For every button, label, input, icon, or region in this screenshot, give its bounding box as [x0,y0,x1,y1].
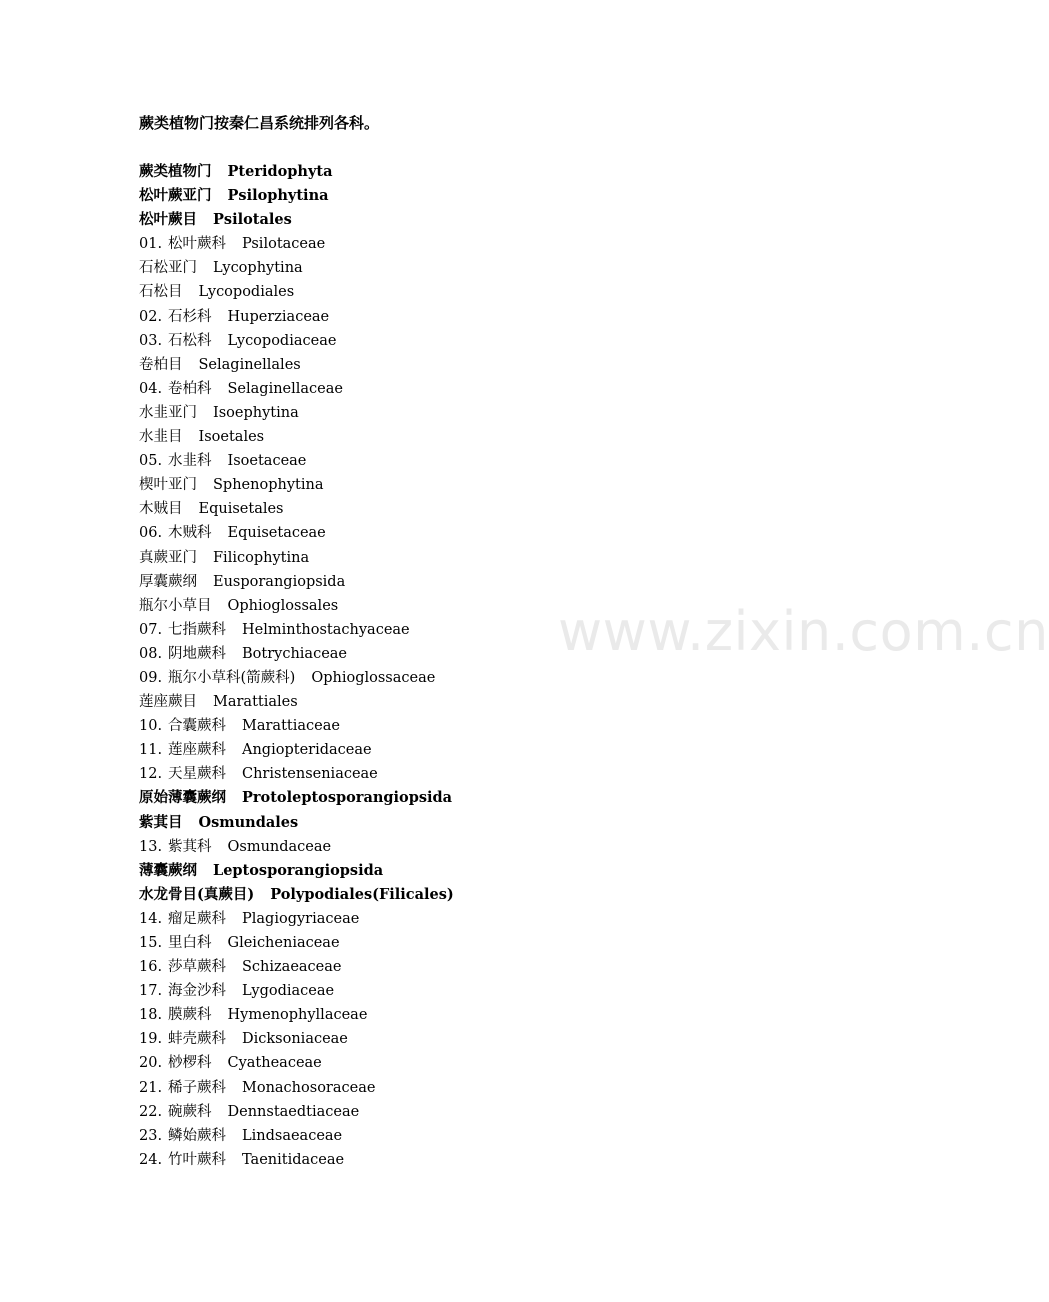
entry-number: 11. [139,742,163,759]
chinese-name: 石松科 [168,332,212,349]
chinese-name: 紫萁科 [168,838,212,855]
family-entry [139,1076,454,1100]
chinese-name: 水韭亚门 [139,404,197,421]
entry-number: 09. [139,669,163,686]
watermark: www.zixin.com.cn [558,600,1049,663]
chinese-name: 原始薄囊蕨纲 [139,789,226,807]
latin-name: Isoetaceae [227,453,307,470]
family-entry [139,1100,454,1124]
chinese-name: 瓶尔小草目 [139,597,212,614]
family-entry [139,666,454,690]
chinese-name: 卷柏目 [139,356,183,373]
chinese-name: 瓶尔小草科(箭蕨科) [168,669,296,686]
latin-name: Lycophytina [213,260,303,277]
taxon-heading [139,811,454,835]
family-entry [139,955,454,979]
latin-name: Polypodiales(Filicales) [270,885,454,903]
taxonomy-list [139,160,454,1172]
latin-name: Hymenophyllaceae [227,1007,368,1024]
latin-name: Selaginellales [198,356,301,373]
latin-name: Osmundales [198,813,299,831]
family-entry [139,232,454,256]
entry-number: 24. [139,1151,163,1168]
chinese-name: 厚囊蕨纲 [139,573,197,590]
family-entry [139,1027,454,1051]
latin-name: Lycopodiaceae [227,332,337,349]
family-entry [139,1124,454,1148]
entry-number: 03. [139,332,163,349]
chinese-name: 桫椤科 [168,1055,212,1072]
latin-name: Huperziaceae [227,308,330,325]
taxon-heading [139,425,454,449]
chinese-name: 膜蕨科 [168,1007,212,1024]
chinese-name: 蚌壳蕨科 [168,1031,226,1048]
entry-number: 05. [139,453,163,470]
chinese-name: 七指蕨科 [168,621,226,638]
chinese-name: 莲座蕨科 [168,742,226,759]
entry-number: 15. [139,935,163,951]
taxon-heading [139,280,454,304]
taxon-heading [139,594,454,618]
taxon-heading [139,546,454,570]
taxon-heading [139,570,454,594]
chinese-name: 石松目 [139,284,183,301]
family-entry [139,1051,454,1075]
entry-number: 02. [139,308,163,325]
latin-name: Pteridophyta [227,163,333,180]
entry-number: 18. [139,1007,163,1024]
family-entry [139,714,454,738]
family-entry [139,835,454,859]
chinese-name: 蕨类植物门 [139,163,212,180]
latin-name: Dennstaedtiaceae [227,1103,360,1120]
taxon-heading [139,859,454,883]
chinese-name: 竹叶蕨科 [168,1151,226,1168]
taxon-heading [139,256,454,280]
latin-name: Angiopteridaceae [242,742,372,759]
chinese-name: 石杉科 [168,308,212,325]
latin-name: Ophioglossaceae [311,669,436,686]
family-entry [139,738,454,762]
latin-name: Ophioglossales [227,597,339,614]
family-entry [139,1148,454,1172]
latin-name: Dicksoniaceae [242,1031,348,1048]
chinese-name: 松叶蕨亚门 [139,187,212,205]
entry-number: 17. [139,983,163,1000]
taxon-heading [139,208,454,232]
chinese-name: 松叶蕨科 [168,236,226,253]
latin-name: Isoetales [198,429,265,446]
latin-name: Psilophytina [227,187,329,205]
chinese-name: 莲座蕨目 [139,694,197,711]
latin-name: Lycopodiales [198,284,295,301]
taxon-heading [139,883,454,907]
latin-name: Equisetales [198,501,284,518]
latin-name: Psilotales [213,211,292,229]
latin-name: Filicophytina [213,549,310,566]
chinese-name: 瘤足蕨科 [168,910,226,927]
latin-name: Schizaeaceae [242,959,342,976]
chinese-name: 合囊蕨科 [168,718,226,735]
latin-name: Sphenophytina [213,477,324,494]
latin-name: Marattiales [213,694,298,711]
taxon-heading [139,353,454,377]
entry-number: 13. [139,838,163,855]
latin-name: Christenseniaceae [242,766,378,783]
chinese-name: 楔叶亚门 [139,477,197,494]
chinese-name: 木贼目 [139,501,183,518]
entry-number: 23. [139,1127,163,1144]
document-title: 蕨类植物门按秦仁昌系统排列各科。 [139,114,380,132]
chinese-name: 紫萁目 [139,813,183,831]
latin-name: Equisetaceae [227,525,326,542]
chinese-name: 卷柏科 [168,380,212,397]
family-entry [139,1003,454,1027]
family-entry [139,521,454,545]
latin-name: Psilotaceae [242,236,326,253]
taxon-heading [139,401,454,425]
chinese-name: 里白科 [168,935,212,951]
chinese-name: 真蕨亚门 [139,549,197,566]
latin-name: Isoephytina [213,404,299,421]
chinese-name: 松叶蕨目 [139,211,197,229]
latin-name: Lygodiaceae [242,983,335,1000]
chinese-name: 莎草蕨科 [168,959,226,976]
family-entry [139,642,454,666]
latin-name: Taenitidaceae [242,1151,345,1168]
latin-name: Gleicheniaceae [227,935,340,951]
chinese-name: 水龙骨目(真蕨目) [139,885,255,903]
entry-number: 07. [139,621,163,638]
chinese-name: 鳞始蕨科 [168,1127,226,1144]
family-entry [139,377,454,401]
family-entry [139,931,454,955]
latin-name: Plagiogyriaceae [242,910,360,927]
chinese-name: 水韭科 [168,453,212,470]
entry-number: 01. [139,236,163,253]
entry-number: 19. [139,1031,163,1048]
chinese-name: 水韭目 [139,429,183,446]
family-entry [139,329,454,353]
latin-name: Helminthostachyaceae [242,621,410,638]
latin-name: Eusporangiopsida [213,573,346,590]
taxon-heading [139,160,454,184]
latin-name: Selaginellaceae [227,380,343,397]
family-entry [139,979,454,1003]
entry-number: 12. [139,766,163,783]
latin-name: Botrychiaceae [242,645,348,662]
entry-number: 06. [139,525,163,542]
taxon-heading [139,690,454,714]
entry-number: 16. [139,959,163,976]
entry-number: 08. [139,645,163,662]
chinese-name: 薄囊蕨纲 [139,861,197,879]
latin-name: Monachosoraceae [242,1079,376,1096]
taxon-heading [139,473,454,497]
entry-number: 20. [139,1055,163,1072]
family-entry [139,762,454,786]
entry-number: 14. [139,910,163,927]
chinese-name: 天星蕨科 [168,766,226,783]
chinese-name: 阴地蕨科 [168,645,226,662]
latin-name: Leptosporangiopsida [213,861,384,879]
latin-name: Osmundaceae [227,838,332,855]
entry-number: 21. [139,1079,163,1096]
taxon-heading [139,184,454,208]
family-entry [139,618,454,642]
family-entry [139,305,454,329]
chinese-name: 碗蕨科 [168,1103,212,1120]
chinese-name: 稀子蕨科 [168,1079,226,1096]
latin-name: Protoleptosporangiopsida [242,789,453,807]
latin-name: Cyatheaceae [227,1055,322,1072]
chinese-name: 石松亚门 [139,260,197,277]
family-entry [139,449,454,473]
taxon-heading [139,497,454,521]
family-entry [139,907,454,931]
taxon-heading [139,786,454,810]
entry-number: 10. [139,718,163,735]
entry-number: 04. [139,380,163,397]
chinese-name: 木贼科 [168,525,212,542]
chinese-name: 海金沙科 [168,983,226,1000]
latin-name: Marattiaceae [242,718,340,735]
entry-number: 22. [139,1103,163,1120]
latin-name: Lindsaeaceae [242,1127,343,1144]
